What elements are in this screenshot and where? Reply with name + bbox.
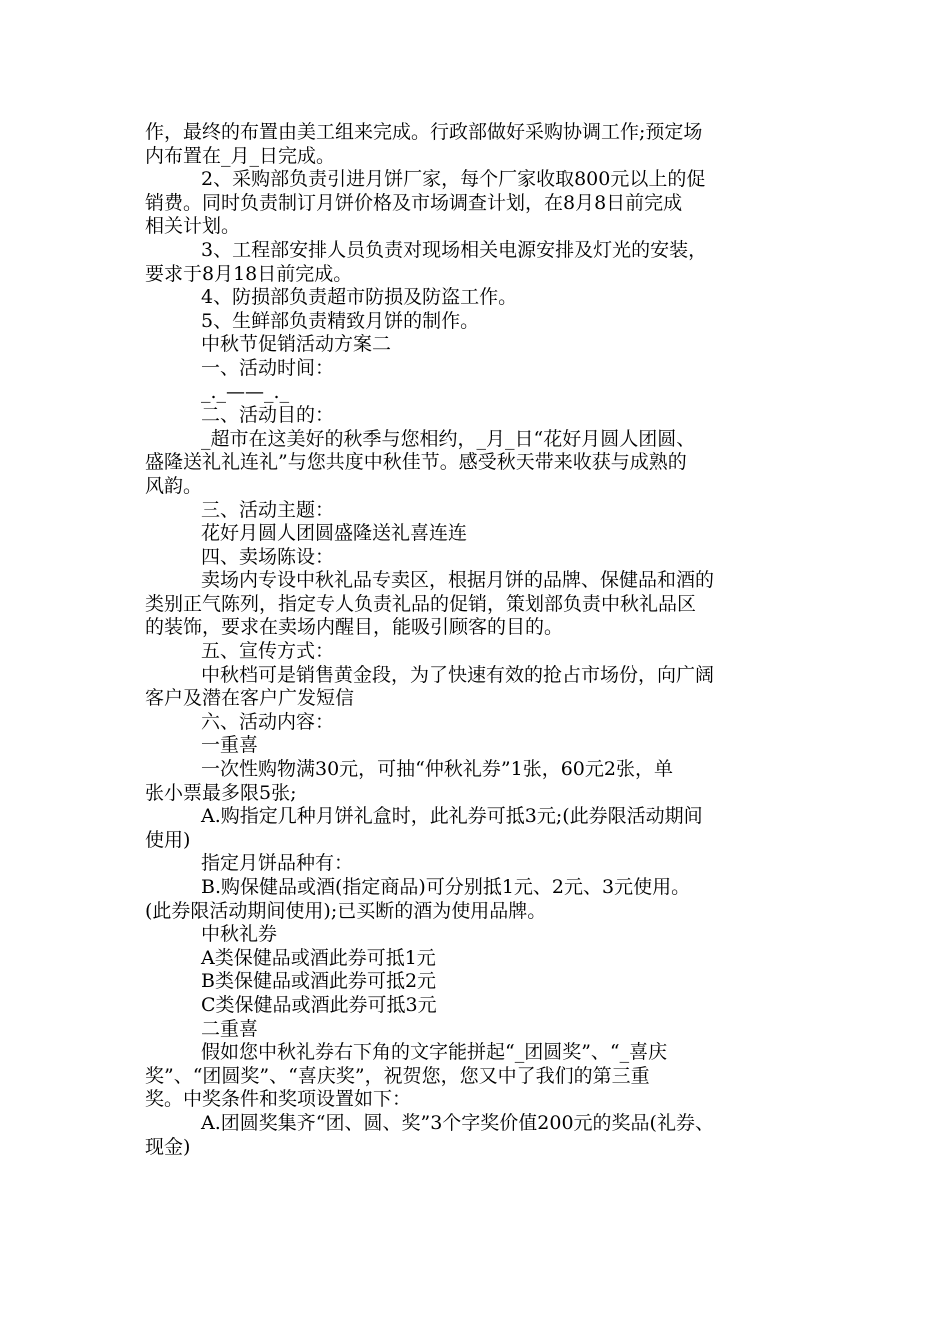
text-line: 的装饰，要求在卖场内醒目，能吸引顾客的目的。: [145, 616, 564, 639]
text-line: B.购保健品或酒(指定商品)可分别抵1元、2元、3元使用。: [201, 876, 691, 898]
text-line: 5、生鲜部负责精致月饼的制作。: [201, 309, 480, 332]
text-line: C类保健品或酒此券可抵3元: [201, 993, 437, 1016]
text-line: 盛隆送礼礼连礼”与您共度中秋佳节。感受秋天带来收获与成熟的: [145, 451, 687, 474]
text-line: 奖。中奖条件和奖项设置如下：: [145, 1088, 412, 1111]
text-line: B类保健品或酒此券可抵2元: [201, 970, 437, 993]
text-line: A.购指定几种月饼礼盒时，此礼券可抵3元;(此券限活动期间: [201, 805, 703, 828]
text-line: 张小票最多限5张;: [145, 781, 297, 804]
text-line: 二、活动目的：: [201, 404, 335, 427]
text-line: (此券限活动期间使用);已买断的酒为使用品牌。: [145, 899, 547, 922]
text-line: 一、活动时间：: [201, 356, 335, 379]
text-line: 四、卖场陈设：: [201, 545, 335, 568]
text-line: A类保健品或酒此券可抵1元: [201, 946, 436, 969]
document-body: [145, 121, 810, 1159]
text-line: 4、防损部负责超市防损及防盗工作。: [201, 286, 518, 309]
text-line: 2、采购部负责引进月饼厂家，每个厂家收取800元以上的促: [201, 168, 706, 191]
text-line: 类别正气陈列，指定专人负责礼品的促销，策划部负责中秋礼品区: [145, 592, 697, 615]
text-line: 卖场内专设中秋礼品专卖区，根据月饼的品牌、保健品和酒的: [201, 569, 715, 592]
text-line: 中秋节促销活动方案二: [201, 333, 392, 356]
text-line: _超市在这美好的秋季与您相约，_月_日“花好月圆人团圆、: [201, 427, 696, 450]
text-line: 使用): [145, 828, 191, 851]
text-line: 现金): [145, 1135, 191, 1158]
text-line: 奖”、“团圆奖”、“喜庆奖”，祝贺您，您又中了我们的第三重: [145, 1064, 650, 1087]
text-line: 花好月圆人团圆盛隆送礼喜连连: [201, 522, 468, 545]
text-line: 三、活动主题：: [201, 498, 335, 521]
text-line: 中秋礼券: [201, 923, 278, 946]
text-line: _._——_._: [201, 380, 290, 403]
text-line: 客户及潜在客户广发短信: [145, 687, 355, 710]
text-line: 假如您中秋礼券右下角的文字能拼起“_团圆奖”、“_喜庆: [201, 1041, 668, 1064]
text-line: 二重喜: [201, 1017, 259, 1040]
text-line: 作，最终的布置由美工组来完成。行政部做好采购协调工作;预定场: [145, 121, 703, 143]
text-line: 销费。同时负责制订月饼价格及市场调查计划，在8月8日前完成: [145, 191, 683, 214]
text-line: 相关计划。: [145, 215, 241, 238]
text-line: 要求于8月18日前完成。: [145, 262, 353, 285]
text-line: 风韵。: [145, 474, 203, 497]
text-line: 指定月饼品种有：: [201, 852, 354, 875]
text-line: 五、宣传方式：: [201, 640, 335, 663]
text-line: 一重喜: [201, 734, 259, 757]
text-line: 3、工程部安排人员负责对现场相关电源安排及灯光的安装，: [201, 238, 708, 261]
text-line: 六、活动内容：: [201, 710, 335, 733]
text-line: 中秋档可是销售黄金段，为了快速有效的抢占市场份，向广阔: [201, 663, 715, 686]
text-line: 一次性购物满30元，可抽“仲秋礼券”1张，60元2张，单: [201, 758, 673, 781]
text-line: A.团圆奖集齐“团、圆、奖”3个字奖价值200元的奖品(礼券、: [201, 1111, 714, 1134]
text-line: 内布置在_月_日完成。: [145, 144, 336, 167]
